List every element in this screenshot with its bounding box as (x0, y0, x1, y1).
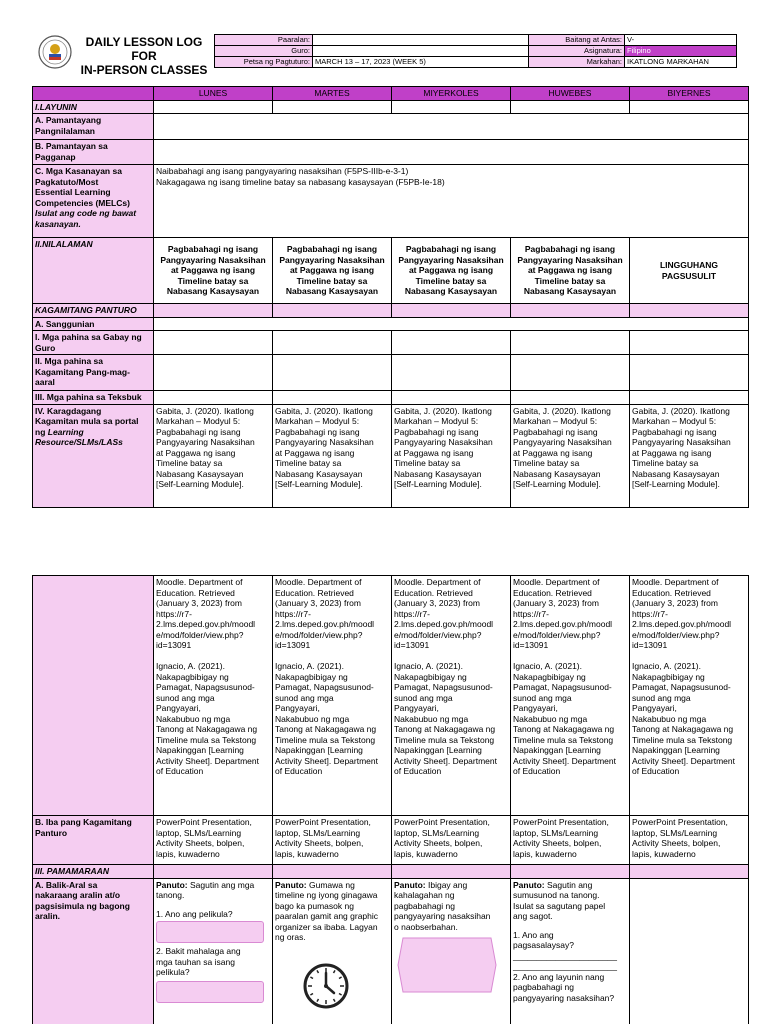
paaralan-value (313, 35, 529, 46)
answer-line-1: ______________________ (513, 950, 618, 961)
asignatura-label: Asignatura: (529, 46, 625, 57)
row-sanggunian: A. Sanggunian (33, 317, 154, 331)
iba-pang-martes: PowerPoint Presentation, laptop, SLMs/Learning Activity Sheets, bolpen, lapis, kuwaderno (273, 816, 392, 865)
petsa-label: Petsa ng Pagtuturo: (215, 57, 313, 68)
row-teksbuk: III. Mga pahina sa Teksbuk (33, 391, 154, 405)
markahan-label: Markahan: (529, 57, 625, 68)
procedure-huwebes (511, 878, 630, 1024)
guro-label: Guro: (215, 46, 313, 57)
procedure-martes-text: Gumawa ng timeline ng iyong ginagawa bago ka pumasok ng paaralan gamit ang graphic organizer sa ibaba. Lagyan ng oras. (275, 879, 379, 942)
reference-lunes: Gabita, J. (2020). Ikatlong Markahan – Modyul 5: Pagbabahagi ng isang Pangyayaring Nasaksihan at Paggawa ng isang Timeline batay sa Nabasang Kasaysayan [Self-Learning Module]. (154, 404, 273, 507)
nilalaman-lunes: Pagbabahagi ng isang Pangyayaring Nasaksihan at Paggawa ng isang Timeline batay sa Nabasang Kasaysayan (154, 238, 273, 304)
reference-miyerkoles: Gabita, J. (2020). Ikatlong Markahan – Modyul 5: Pagbabahagi ng isang Pangyayaring Nasaksihan at Paggawa ng isang Timeline batay sa Nabasang Kasaysayan [Self-Learning Module]. (392, 404, 511, 507)
iba-pang-huwebes: PowerPoint Presentation, laptop, SLMs/Learning Activity Sheets, bolpen, lapis, kuwaderno (511, 816, 630, 865)
panuto-label: Panuto: (394, 879, 426, 890)
clock-icon (303, 963, 349, 1009)
procedure-miyerkoles (392, 878, 511, 1024)
lunes-question-2: 2. Bakit mahalaga ang mga tauhan sa isang pelikula? (156, 946, 241, 977)
procedure-miyerkoles-text: Ibigay ang kahalagahan ng pagbabahagi ng pangyayaring nasaksihan o naobserbahan. (394, 879, 491, 932)
reference2-martes: Moodle. Department of Education. Retrieved (January 3, 2023) from https://r7- 2.lms.deped.gov.ph/moodl e/mod/folder/view.php? id=13091 Ignacio, A. (2021). Nakapagbibigay ng Pamagat, Napagsusunod- sunod ang mga Pangyayari, Nakabubuo ng mga Tanong at Nakagagawa ng Timeline mula sa Tekstong Napakinggan [Learning Activity Sheet]. Department of Education (273, 576, 392, 816)
answer-line-2: ______________________ (513, 961, 618, 971)
iba-pang-biyernes: PowerPoint Presentation, laptop, SLMs/Learning Activity Sheets, bolpen, lapis, kuwaderno (630, 816, 749, 865)
lesson-log-table (32, 86, 749, 508)
nilalaman-martes: Pagbabahagi ng isang Pangyayaring Nasaksihan at Paggawa ng isang Timeline batay sa Nabasang Kasaysayan (273, 238, 392, 304)
row-gabay-ng-guro: I. Mga pahina sa Gabay ng Guro (33, 331, 154, 355)
row-balik-aral: A. Balik-Aral sa nakaraang aralin at/o pagsisimula ng bagong aralin. (33, 878, 154, 1024)
day-martes: MARTES (273, 87, 392, 101)
section-nilalaman: II.NILALAMAN (33, 238, 154, 304)
day-miyerkoles: MIYERKOLES (392, 87, 511, 101)
baitang-label: Baitang at Antas: (529, 35, 625, 46)
iba-pang-miyerkoles: PowerPoint Presentation, laptop, SLMs/Learning Activity Sheets, bolpen, lapis, kuwaderno (392, 816, 511, 865)
procedure-lunes (154, 878, 273, 1024)
row-pamantayang-pangnilalaman: A. Pamantayang Pangnilalaman (33, 114, 154, 140)
section-layunin: I.LAYUNIN (33, 100, 154, 114)
row-iba-pang-kagamitan: B. Iba pang Kagamitang Panturo (33, 816, 154, 865)
day-biyernes: BIYERNES (630, 87, 749, 101)
huwebes-question-2: 2. Ano ang layunin nang pagbabahagi ng pangyayaring nasaksihan? (513, 971, 615, 1003)
row-pamantayan-pagganap: B. Pamantayan sa Pagganap (33, 140, 154, 165)
procedure-martes (273, 878, 392, 1024)
row-melcs (33, 165, 154, 238)
section-kagamitang-panturo: KAGAMITANG PANTURO (33, 304, 154, 318)
guro-value (313, 46, 529, 57)
answer-hexagon (397, 936, 497, 994)
nilalaman-huwebes: Pagbabahagi ng isang Pangyayaring Nasaksihan at Paggawa ng isang Timeline batay sa Nabasang Kasaysayan (511, 238, 630, 304)
nilalaman-biyernes: LINGGUHANG PAGSUSULIT (630, 238, 749, 304)
reference2-biyernes: Moodle. Department of Education. Retrieved (January 3, 2023) from https://r7- 2.lms.deped.gov.ph/moodl e/mod/folder/view.php? id=13091 Ignacio, A. (2021). Nakapagbibigay ng Pamagat, Napagsusunod- sunod ang mga Pangyayari, Nakabubuo ng mga Tanong at Nakagagawa ng Timeline mula sa Tekstong Napakinggan [Learning Activity Sheet]. Department of Education (630, 576, 749, 816)
header-info-table (214, 34, 737, 68)
day-lunes: LUNES (154, 87, 273, 101)
karagdagang-label-italic: Learning Resource/SLMs/LASs (35, 426, 123, 447)
petsa-value: MARCH 13 – 17, 2023 (WEEK 5) (313, 57, 529, 68)
procedure-lunes-text: Sagutin ang mga tanong. (156, 879, 255, 900)
nilalaman-miyerkoles: Pagbabahagi ng isang Pangyayaring Nasaksihan at Paggawa ng isang Timeline batay sa Nabasang Kasaysayan (392, 238, 511, 304)
doc-title-line2: IN-PERSON CLASSES (80, 63, 208, 77)
section-pamamaraan: III. PAMAMARAAN (33, 865, 154, 879)
melcs-value-line1: Naibabahagi ang isang pangyayaring nasaksihan (F5PS-IIIb-e-3-1) (156, 166, 409, 176)
melcs-value-line2: Nakagagawa ng isang timeline batay sa nabasang kasaysayan (F5PB-Ie-18) (156, 176, 445, 187)
answer-box-1 (156, 921, 264, 943)
reference-huwebes: Gabita, J. (2020). Ikatlong Markahan – Modyul 5: Pagbabahagi ng isang Pangyayaring Nasaksihan at Paggawa ng isang Timeline batay sa Nabasang Kasaysayan [Self-Learning Module]. (511, 404, 630, 507)
row-kagamitang-mag-aaral: II. Mga pahina sa Kagamitang Pang-mag- aaral (33, 355, 154, 391)
asignatura-value: Filipino (625, 46, 737, 57)
lesson-log-table-continued (32, 575, 749, 1024)
reference-biyernes: Gabita, J. (2020). Ikatlong Markahan – Modyul 5: Pagbabahagi ng isang Pangyayaring Nasaksihan at Paggawa ng isang Timeline batay sa Nabasang Kasaysayan [Self-Learning Module]. (630, 404, 749, 507)
procedure-huwebes-text: Sagutin ang sumusunod na tanong. Isulat sa sagutang papel ang sagot. (513, 879, 606, 921)
answer-box-2 (156, 981, 264, 1003)
melcs-label: C. Mga Kasanayan sa Pagkatuto/Most Essential Learning Competencies (MELCs) (35, 166, 130, 208)
baitang-value: V- (625, 35, 737, 46)
karagdagang-label: IV. Karagdagang Kagamitan mula sa portal ng (35, 405, 139, 437)
panuto-label: Panuto: (275, 879, 307, 890)
deped-seal-icon (38, 35, 72, 69)
melcs-note: Isulat ang code ng bawat kasanayan. (35, 208, 137, 229)
reference2-miyerkoles: Moodle. Department of Education. Retrieved (January 3, 2023) from https://r7- 2.lms.deped.gov.ph/moodl e/mod/folder/view.php? id=13091 Ignacio, A. (2021). Nakapagbibigay ng Pamagat, Napagsusunod- sunod ang mga Pangyayari, Nakabubuo ng mga Tanong at Nakagagawa ng Timeline mula sa Tekstong Napakinggan [Learning Activity Sheet]. Department of Education (392, 576, 511, 816)
paaralan-label: Paaralan: (215, 35, 313, 46)
reference-martes: Gabita, J. (2020). Ikatlong Markahan – Modyul 5: Pagbabahagi ng isang Pangyayaring Nasaksihan at Paggawa ng isang Timeline batay sa Nabasang Kasaysayan [Self-Learning Module]. (273, 404, 392, 507)
markahan-value: IKATLONG MARKAHAN (625, 57, 737, 68)
panuto-label: Panuto: (513, 879, 545, 890)
panuto-label: Panuto: (156, 879, 188, 890)
day-huwebes: HUWEBES (511, 87, 630, 101)
iba-pang-lunes: PowerPoint Presentation, laptop, SLMs/Learning Activity Sheets, bolpen, lapis, kuwaderno (154, 816, 273, 865)
row-karagdagang-kagamitan (33, 404, 154, 507)
melcs-value (154, 165, 749, 238)
lunes-question-1: 1. Ano ang pelikula? (156, 908, 233, 919)
doc-title-line1: DAILY LESSON LOG FOR (85, 35, 203, 63)
reference2-huwebes: Moodle. Department of Education. Retrieved (January 3, 2023) from https://r7- 2.lms.deped.gov.ph/moodl e/mod/folder/view.php? id=13091 Ignacio, A. (2021). Nakapagbibigay ng Pamagat, Napagsusunod- sunod ang mga Pangyayari, Nakabubuo ng mga Tanong at Nakagagawa ng Timeline mula sa Tekstong Napakinggan [Learning Activity Sheet]. Department of Education (511, 576, 630, 816)
huwebes-question-1: 1. Ano ang pagsasalaysay? (513, 929, 574, 950)
reference2-lunes: Moodle. Department of Education. Retrieved (January 3, 2023) from https://r7- 2.lms.deped.gov.ph/moodl e/mod/folder/view.php? id=13091 Ignacio, A. (2021). Nakapagbibigay ng Pamagat, Napagsusunod- sunod ang mga Pangyayari, Nakabubuo ng mga Tanong at Nakagagawa ng Timeline mula sa Tekstong Napakinggan [Learning Activity Sheet]. Department of Education (154, 576, 273, 816)
